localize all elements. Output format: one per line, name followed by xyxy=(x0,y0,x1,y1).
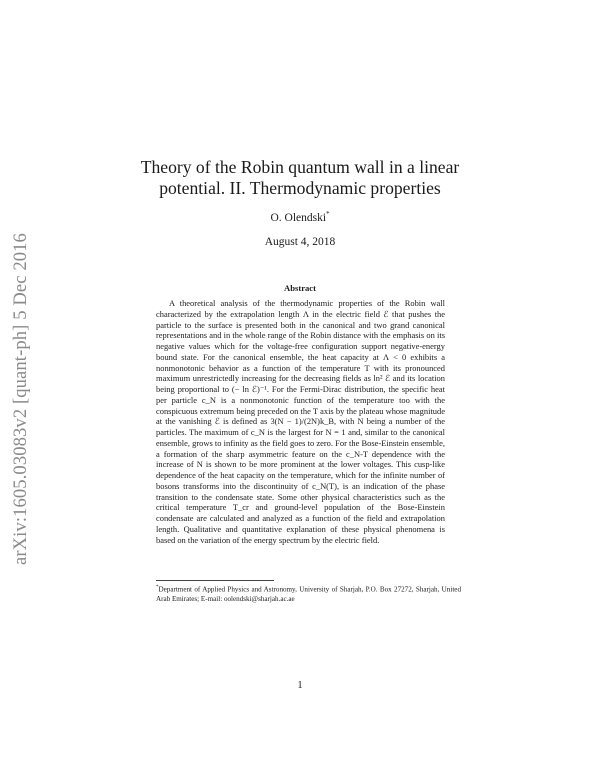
arxiv-identifier-stamp: arXiv:1605.03083v2 [quant-ph] 5 Dec 2016 xyxy=(10,233,31,565)
author-name: O. Olendski xyxy=(270,211,327,224)
footnote-marker: * xyxy=(156,585,159,590)
author-affiliation-footnote xyxy=(156,583,461,605)
paper-date: August 4, 2018 xyxy=(264,236,336,248)
abstract-text: A theoretical analysis of the thermodynamic properties of the Robin wall characterized by the extrapolation length Λ in the electric field ℰ that pushes the particle to the surface is presented both in the canonical and two grand canonical representations and in the whole range of the Robin distance with the emphasis on its negative values which for the voltage-free configuration support negative-energy bound state. For the canonical ensemble, the heat capacity at Λ < 0 exhibits a nonmonotonic behavior as a function of the temperature T with its pronounced maximum unrestrictedly increasing for the decreasing fields as ln² ℰ and its location being proportional to (− ln ℰ)⁻¹. For the Fermi-Dirac distribution, the specific heat per particle c_N is a nonmonotonic function of the temperature too with the conspicuous extremum being preceded on the T axis by the plateau whose magnitude at the vanishing ℰ is defined as 3(N − 1)/(2N)k_B, with N being a number of the particles. The maximum of c_N is the largest for N = 1 and, similar to the canonical ensemble, grows to infinity as the field goes to zero. For the Bose-Einstein ensemble, a formation of the sharp asymmetric feature on the c_N-T dependence with the increase of N is shown to be more prominent at the lower voltages. This cusp-like dependence of the heat capacity on the temperature, which for the infinite number of bosons transforms into the discontinuity of c_N(T), is an indication of the phase transition to the condensate state. Some other physical characteristics such as the critical temperature T_cr and ground-level population of the Bose-Einstein condensate are calculated and analyzed as a function of the field and extrapolation length. Qualitative and quantitative explanation of these physical phenomena is based on the variation of the energy spectrum by the electric field. xyxy=(156,298,445,545)
abstract-heading: Abstract xyxy=(284,283,316,293)
author-footnote-marker: * xyxy=(326,210,330,218)
page-number: 1 xyxy=(297,680,303,691)
footnote-text: Department of Applied Physics and Astronomy, University of Sharjah, P.O. Box 27272, Sharjah, United Arab Emirates; E-mail: oolendski@sharjah.ac.ae xyxy=(156,585,461,603)
paper-title: Theory of the Robin quantum wall in a linear potential. II. Thermodynamic properties xyxy=(140,157,460,198)
footnote-divider xyxy=(156,580,274,581)
author-line xyxy=(150,210,450,224)
